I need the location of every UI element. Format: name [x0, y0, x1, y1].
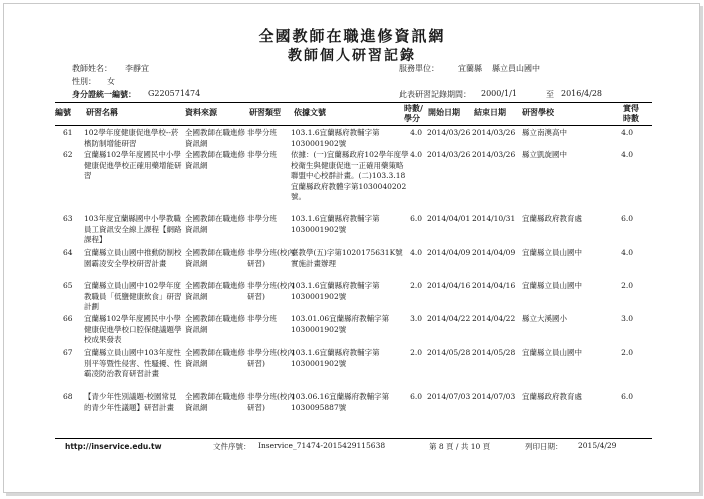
period-start: 2000/1/1	[481, 89, 517, 98]
row-type: 非學分班(校內研習)	[247, 281, 295, 301]
row-source: 全國教師在職進修資訊網	[185, 348, 245, 368]
footer-url[interactable]: http://inservice.edu.tw	[65, 442, 162, 451]
unit-county: 宜蘭縣	[458, 64, 482, 73]
row-no: 61	[63, 128, 73, 137]
row-hours: 4.0	[410, 128, 422, 137]
page-shadow-right	[700, 6, 703, 495]
row-school: 宜蘭縣立員山國中	[522, 348, 582, 357]
footer-rule	[55, 438, 652, 439]
row-type: 非學分班	[247, 314, 277, 323]
row-no: 66	[63, 314, 73, 323]
gender-value: 女	[107, 77, 115, 86]
row-type: 非學分班(校內研習)	[247, 392, 295, 412]
row-school: 縣立南澳高中	[522, 128, 567, 137]
row-name: 宜蘭縣102學年度國民中小學健康促進學校口腔保健議題學校成果發表	[84, 314, 182, 344]
row-hours: 4.0	[410, 150, 422, 159]
row-doc: 103.06.16宜蘭縣府教輔字第1030095887號	[291, 392, 390, 412]
row-end: 2014/04/09	[472, 248, 516, 257]
print-date-label: 列印日期：	[525, 442, 563, 451]
row-credit: 2.0	[621, 281, 633, 290]
row-start: 2014/05/28	[427, 348, 471, 357]
period-end: 2016/4/28	[561, 89, 603, 98]
row-credit: 4.0	[621, 128, 633, 137]
row-school: 宜蘭縣立員山國中	[522, 248, 582, 257]
row-no: 62	[63, 150, 73, 159]
row-school: 縣立凱旋國中	[522, 150, 567, 159]
row-type: 非學分班	[247, 214, 277, 223]
row-no: 67	[63, 348, 73, 357]
row-no: 63	[63, 214, 73, 223]
row-type: 非學分班	[247, 150, 277, 159]
name-value: 李靜宜	[125, 64, 149, 73]
table-top-rule	[55, 102, 652, 103]
row-name: 102學年度健康促進學校--菸檳防制增能研習	[84, 128, 179, 148]
row-hours: 3.0	[410, 314, 422, 323]
doc-serial-value: Inservice_71474-2015429115638	[258, 441, 386, 450]
row-end: 2014/05/28	[472, 348, 516, 357]
row-doc: 103.01.06宜蘭縣府教輔字第1030001902號	[291, 314, 390, 334]
doc-serial-label: 文件序號：	[213, 442, 251, 451]
row-credit: 4.0	[621, 150, 633, 159]
page-indicator: 第 8 頁 / 共 10 頁	[429, 442, 491, 451]
row-start: 2014/04/22	[427, 314, 471, 323]
id-value: G220571474	[148, 89, 201, 98]
document-subtitle: 教師個人研習記錄	[288, 48, 416, 64]
row-no: 65	[63, 281, 73, 290]
row-school: 宜蘭縣政府教育處	[522, 214, 582, 223]
row-start: 2014/04/01	[427, 214, 471, 223]
row-source: 全國教師在職進修資訊網	[185, 150, 245, 170]
document-title: 全國教師在職進修資訊網	[258, 27, 446, 45]
row-end: 2014/04/16	[472, 281, 516, 290]
header-no: 編號	[55, 108, 71, 117]
gender-label: 性別：	[72, 77, 96, 86]
row-start: 2014/07/03	[427, 392, 471, 401]
row-end: 2014/04/22	[472, 314, 516, 323]
row-start: 2014/03/26	[427, 128, 471, 137]
row-credit: 2.0	[621, 348, 633, 357]
header-credit: 實得時數	[623, 104, 639, 123]
unit-label: 服務單位：	[399, 64, 439, 73]
row-name: 【青少年性別議題-校園常見的青少年性議題】研習計畫	[84, 392, 177, 412]
row-credit: 6.0	[621, 392, 633, 401]
header-hours: 時數/學分	[404, 104, 423, 123]
row-doc: 臺教學(五)字第1020175631K號實施計畫辦理	[291, 248, 403, 268]
row-start: 2014/03/26	[427, 150, 471, 159]
row-no: 68	[63, 392, 73, 401]
row-doc: 103.1.6宜蘭縣府教輔字第1030001902號	[291, 348, 380, 368]
row-credit: 4.0	[621, 248, 633, 257]
row-start: 2014/04/09	[427, 248, 471, 257]
page-shadow-bottom	[6, 493, 703, 496]
row-end: 2014/03/26	[472, 128, 516, 137]
unit-school: 縣立員山國中	[492, 64, 540, 73]
row-source: 全國教師在職進修資訊網	[185, 214, 245, 234]
period-to: 至	[546, 90, 554, 99]
row-name: 宜蘭縣立員山國中102學年度 教職員「低鹽健康飲食」研習計劃	[84, 281, 182, 311]
print-date-value: 2015/4/29	[578, 441, 617, 450]
header-type: 研習類型	[249, 108, 281, 117]
header-source: 資料來源	[185, 108, 217, 117]
row-hours: 6.0	[410, 392, 422, 401]
row-end: 2014/10/31	[472, 214, 516, 223]
row-credit: 6.0	[621, 214, 633, 223]
row-school: 縣立大溪國小	[522, 314, 567, 323]
row-hours: 4.0	[410, 248, 422, 257]
row-doc: 103.1.6宜蘭縣府教輔字第1030001902號	[291, 214, 380, 234]
row-start: 2014/04/16	[427, 281, 471, 290]
name-label: 教師姓名：	[72, 64, 112, 73]
row-school: 宜蘭縣立員山國中	[522, 281, 582, 290]
row-hours: 2.0	[410, 348, 422, 357]
row-name: 103年度宜蘭縣國中小學教職員工資訊安全線上課程【網路課程】	[84, 214, 182, 244]
period-label: 此表研習記錄期間：	[399, 90, 471, 99]
header-name: 研習名稱	[86, 108, 118, 117]
row-no: 64	[63, 248, 73, 257]
row-source: 全國教師在職進修資訊網	[185, 314, 245, 334]
row-type: 非學分班(校內研習)	[247, 348, 295, 368]
header-school: 研習學校	[522, 108, 554, 117]
row-source: 全國教師在職進修資訊網	[185, 392, 245, 412]
row-source: 全國教師在職進修資訊網	[185, 248, 245, 268]
header-doc: 依據文號	[294, 108, 326, 117]
row-hours: 2.0	[410, 281, 422, 290]
row-school: 宜蘭縣政府教育處	[522, 392, 582, 401]
row-end: 2014/07/03	[472, 392, 516, 401]
row-end: 2014/03/26	[472, 150, 516, 159]
row-type: 非學分班(校內研習)	[247, 248, 295, 268]
row-doc: 103.1.6宜蘭縣府教輔字第1030001902號	[291, 128, 380, 148]
row-name: 宜蘭縣立員山國中103年度性別平等暨性侵害、性騷擾、性霸凌防治教育研習計畫	[84, 348, 182, 378]
row-name: 宜蘭縣立員山國中推動防制校園霸凌安全學校研習計畫	[84, 248, 182, 268]
row-doc: 依據：(一)宜蘭縣政府102學年度學校衛生與健康促進一正確用藥策略聯盟中心校群計畫。(二)103.3.18宜蘭縣政府教體字第1030040202號。	[291, 150, 409, 201]
table-header-rule	[55, 125, 652, 126]
row-name: 宜蘭縣102學年度國民中小學健康促進學校正確用藥增能研習	[84, 150, 182, 180]
row-source: 全國教師在職進修資訊網	[185, 128, 245, 148]
row-source: 全國教師在職進修資訊網	[185, 281, 245, 301]
header-start: 開始日期	[428, 108, 460, 117]
row-doc: 103.1.6宜蘭縣府教輔字第1030001902號	[291, 281, 380, 301]
header-end: 結束日期	[474, 108, 506, 117]
row-credit: 3.0	[621, 314, 633, 323]
row-type: 非學分班	[247, 128, 277, 137]
row-hours: 6.0	[410, 214, 422, 223]
id-label: 身分證統一編號：	[72, 90, 136, 99]
